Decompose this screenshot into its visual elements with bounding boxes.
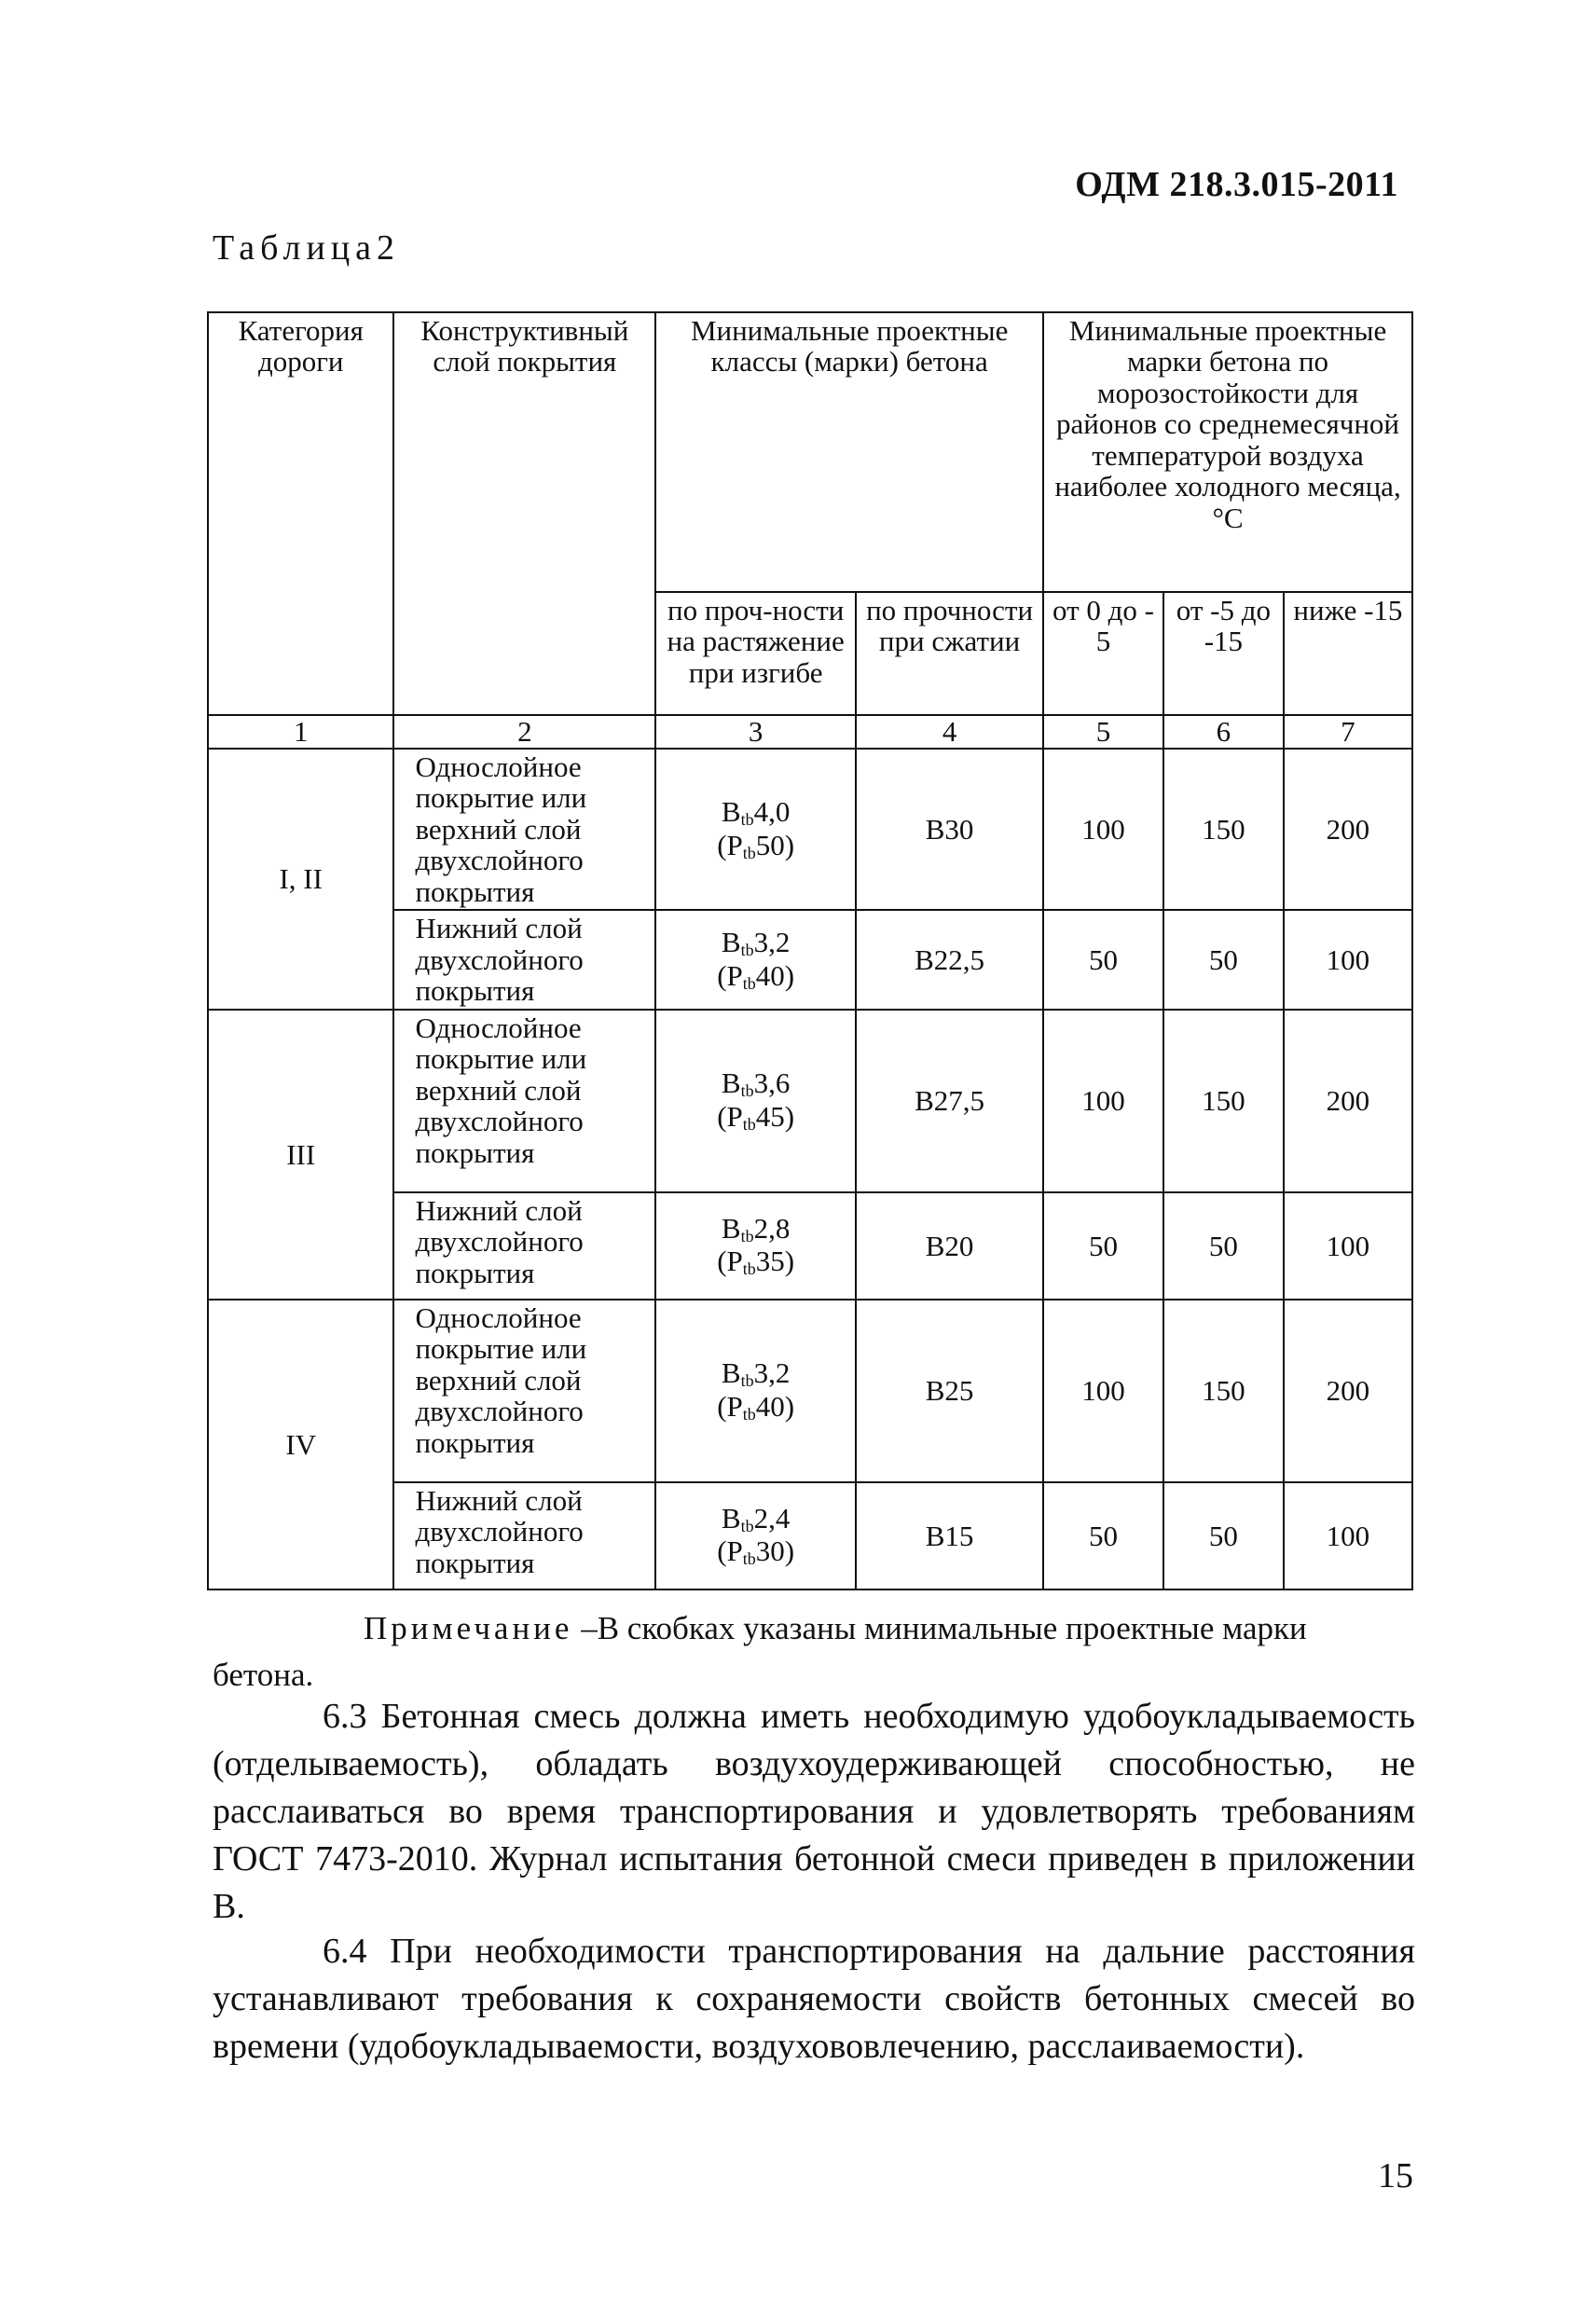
bending-cell: $B_{tb}2,8$ $(P_{tb}35)$ [655, 1192, 856, 1300]
table-note [213, 1605, 1415, 1699]
road-category-cell: III [208, 1010, 393, 1300]
paragraph-6-4: 6.4 При необходимости транспортирования на дальние расстояния устанавливают требования к сохраняемости свойств бетонных смесей во времени (удобоукладываемости, воздухововлечению, расслаиваемости). [213, 1932, 1415, 2066]
road-category-cell: IV [208, 1300, 393, 1590]
paragraph-6-3: 6.3 Бетонная смесь должна иметь необходимую удобоукладываемость (отделываемость), обладать воздухоудерживающей способностью, не расслаиваться во время транспортирования и удовлетворять требованиям ГОСТ 7473-2010. Журнал испытания бетонной смеси приведен в приложении В. [213, 1697, 1415, 1926]
frost-cell: 100 [1043, 1300, 1163, 1482]
frost-cell: 150 [1163, 1010, 1284, 1192]
header-temp-5-15: от -5 до -15 [1163, 592, 1284, 715]
note-text: –В скобках указаны минимальные проектные марки бетона. [213, 1610, 1307, 1693]
compression-cell: В27,5 [856, 1010, 1043, 1192]
column-number: 7 [1284, 715, 1412, 749]
table-row [208, 1010, 1412, 1192]
layer-cell: Нижний слой двухслойного покрытия [393, 910, 655, 1009]
frost-cell: 50 [1163, 1192, 1284, 1300]
frost-cell: 100 [1043, 749, 1163, 910]
compression-cell: В25 [856, 1300, 1043, 1482]
frost-cell: 150 [1163, 749, 1284, 910]
frost-cell: 50 [1043, 910, 1163, 1009]
bending-cell: $B_{tb}3,6$ $(P_{tb}45)$ [655, 1010, 856, 1192]
header-temp-below-15: ниже -15 [1284, 592, 1412, 715]
frost-cell: 100 [1043, 1010, 1163, 1192]
header-bending: по проч-ности на растяжение при изгибе [655, 592, 856, 715]
column-number: 5 [1043, 715, 1163, 749]
header-compression: по прочности при сжатии [856, 592, 1043, 715]
column-number: 4 [856, 715, 1043, 749]
layer-cell: Однослойное покрытие или верхний слой двухслойного покрытия [393, 1010, 655, 1192]
frost-cell: 100 [1284, 1482, 1412, 1590]
header-temp-0-5: от 0 до - 5 [1043, 592, 1163, 715]
concrete-requirements-table [207, 311, 1413, 1590]
layer-cell: Нижний слой двухслойного покрытия [393, 1192, 655, 1300]
column-number: 2 [393, 715, 655, 749]
document-code: ОДМ 218.3.015-2011 [1075, 165, 1398, 204]
layer-cell: Однослойное покрытие или верхний слой двухслойного покрытия [393, 749, 655, 910]
bending-cell: $B_{tb}2,4$ $(P_{tb}30)$ [655, 1482, 856, 1590]
compression-cell: В22,5 [856, 910, 1043, 1009]
compression-cell: В30 [856, 749, 1043, 910]
frost-cell: 150 [1163, 1300, 1284, 1482]
bending-cell: $B_{tb}3,2$ $(P_{tb}40)$ [655, 1300, 856, 1482]
frost-cell: 200 [1284, 749, 1412, 910]
column-numbers-row [208, 715, 1412, 749]
frost-cell: 200 [1284, 1010, 1412, 1192]
frost-cell: 100 [1284, 1192, 1412, 1300]
road-category-cell: I, II [208, 749, 393, 1010]
table-caption: Таблица2 [213, 228, 401, 268]
table-row [208, 1300, 1412, 1482]
header-road-category: Категория дороги [208, 312, 393, 715]
frost-cell: 50 [1043, 1192, 1163, 1300]
header-layer: Конструктивный слой покрытия [393, 312, 655, 715]
layer-cell: Нижний слой двухслойного покрытия [393, 1482, 655, 1590]
bending-cell: $B_{tb}3,2$ $(P_{tb}40)$ [655, 910, 856, 1009]
column-number: 1 [208, 715, 393, 749]
header-strength-classes: Минимальные проектные классы (марки) бетона [655, 312, 1043, 592]
header-frost-grades: Минимальные проектные марки бетона по морозостойкости для районов со среднемесячной температурой воздуха наиболее холодного месяца, °С [1043, 312, 1412, 592]
page-number: 15 [1378, 2156, 1413, 2195]
frost-cell: 50 [1043, 1482, 1163, 1590]
frost-cell: 200 [1284, 1300, 1412, 1482]
column-number: 6 [1163, 715, 1284, 749]
frost-cell: 100 [1284, 910, 1412, 1009]
compression-cell: В20 [856, 1192, 1043, 1300]
layer-cell: Однослойное покрытие или верхний слой двухслойного покрытия [393, 1300, 655, 1482]
frost-cell: 50 [1163, 1482, 1284, 1590]
compression-cell: В15 [856, 1482, 1043, 1590]
column-number: 3 [655, 715, 856, 749]
bending-cell: $B_{tb}4,0$ $(P_{tb}50)$ [655, 749, 856, 910]
table-row [208, 749, 1412, 910]
frost-cell: 50 [1163, 910, 1284, 1009]
note-label: Примечание [364, 1610, 573, 1646]
